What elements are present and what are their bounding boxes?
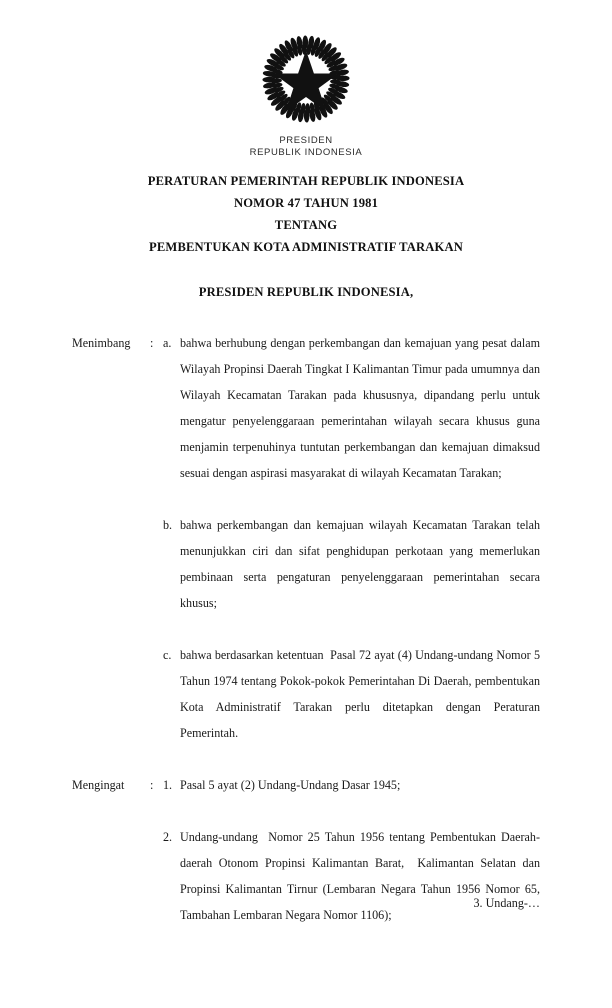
menimbang-item-c — [72, 642, 544, 746]
spacer — [72, 486, 540, 512]
emblem-caption — [0, 135, 612, 159]
menimbang-item-b — [72, 512, 544, 616]
title-number-year: NOMOR 47 TAHUN 1981 — [233, 196, 379, 210]
emblem-caption-line2: REPUBLIK INDONESIA — [249, 147, 363, 158]
title-subject: PEMBENTUKAN KOTA ADMINISTRATIF TARAKAN — [149, 240, 463, 254]
menimbang-section — [72, 330, 544, 746]
clauses-container — [72, 330, 544, 928]
preamble-heading: PRESIDEN REPUBLIK INDONESIA, — [198, 285, 414, 299]
mengingat-text-1: Pasal 5 ayat (2) Undang-Undang Dasar 1945; — [180, 778, 401, 792]
mengingat-marker-1: 1. — [163, 778, 173, 792]
emblem-caption-line1: PRESIDEN — [279, 135, 333, 146]
menimbang-item-a — [72, 330, 544, 486]
document-emblem-block — [0, 34, 612, 159]
menimbang-marker-c: c. — [163, 648, 172, 662]
mengingat-label: Mengingat — [72, 778, 125, 792]
presidential-seal-icon — [261, 34, 351, 124]
mengingat-text-2: Undang-undang Nomor 25 Tahun 1956 tentang Pembentukan Daerah-daerah Otonom Propinsi Kalimantan Barat, Kalimantan Selatan dan Propinsi Kalimantan Tirnur (Lembaran Negara Tahun 1956 Nomor 65, Tambahan Lembaran Negara Nomor 1106); — [180, 830, 544, 922]
menimbang-text-b: bahwa perkembangan dan kemajuan wilayah Kecamatan Tarakan telah menunjukkan ciri dan sifat penghidupan perkotaan yang memerlukan pembinaan serta pengaturan penyelenggaraan pemerintahan secara khusus; — [180, 518, 544, 610]
document-title-block — [0, 170, 612, 258]
menimbang-colon: : — [150, 336, 154, 350]
menimbang-label: Menimbang — [72, 336, 131, 350]
spacer — [72, 798, 540, 824]
spacer — [72, 746, 540, 772]
menimbang-marker-b: b. — [163, 518, 173, 532]
menimbang-marker-a: a. — [163, 336, 172, 350]
title-about-keyword: TENTANG — [274, 218, 338, 232]
page-continuation-marker: 3. Undang-… — [473, 896, 540, 910]
mengingat-item-1 — [72, 772, 540, 798]
title-regulation-type: PERATURAN PEMERINTAH REPUBLIK INDONESIA — [147, 174, 465, 188]
menimbang-text-a: bahwa berhubung dengan perkembangan dan kemajuan yang pesat dalam Wilayah Propinsi Daerah Tingkat I Kalimantan Timur pada umumnya dan Wilayah Kecamatan Tarakan pada khususnya, dipandang perlu untuk mengatur penyelenggaraan pemerintahan wilayah secara khusus guna menjamin terpenuhinya tuntutan perkembangan dan kemajuan dimaksud sesuai dengan aspirasi masyarakat di wilayah Kecamatan Tarakan; — [180, 336, 544, 480]
mengingat-marker-2: 2. — [163, 830, 173, 844]
menimbang-text-c: bahwa berdasarkan ketentuan Pasal 72 ayat (4) Undang-undang Nomor 5 Tahun 1974 tentang Pokok-pokok Pemerintahan Di Daerah, pembentukan Kota Administratif Tarakan perlu ditetapkan dengan Peraturan Pemerintah. — [180, 648, 544, 740]
spacer — [72, 616, 540, 642]
mengingat-colon: : — [150, 778, 154, 792]
